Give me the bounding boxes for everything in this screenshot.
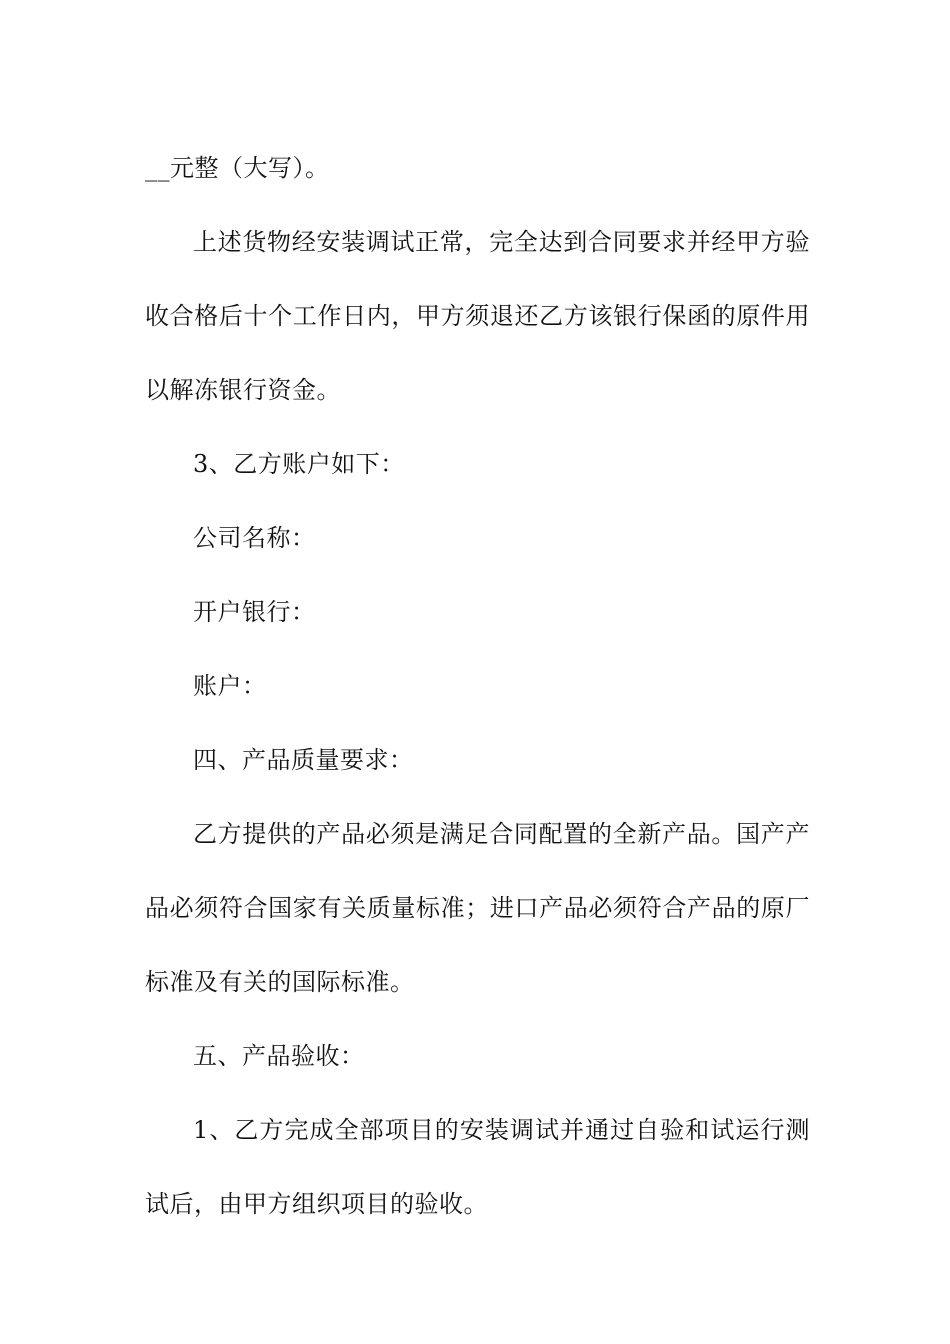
paragraph-amount-words: __元整（大写）。 — [145, 154, 330, 182]
section-heading-acceptance: 五、产品验收： — [193, 1042, 365, 1070]
section-heading-quality: 四、产品质量要求： — [193, 746, 414, 774]
paragraph-account: 账户： — [193, 672, 267, 700]
paragraph-guarantee-return: 上述货物经安装调试正常，完全达到合同要求并经甲方验收合格后十个工作日内，甲方须退还乙方该银行保函的原件用以解冻银行资金。 — [145, 228, 810, 404]
paragraph-bank: 开户银行： — [193, 598, 316, 626]
paragraph-account-heading: 3、乙方账户如下： — [193, 450, 405, 478]
paragraph-acceptance-1: 1、乙方完成全部项目的安装调试并通过自验和试运行测试后，由甲方组织项目的验收。 — [145, 1116, 810, 1218]
paragraph-company-name: 公司名称： — [193, 524, 316, 552]
paragraph-quality-requirements: 乙方提供的产品必须是满足合同配置的全新产品。国产产品必须符合国家有关质量标准；进口产品必须符合产品的原厂标准及有关的国际标准。 — [145, 820, 810, 996]
document-body — [145, 131, 810, 1241]
